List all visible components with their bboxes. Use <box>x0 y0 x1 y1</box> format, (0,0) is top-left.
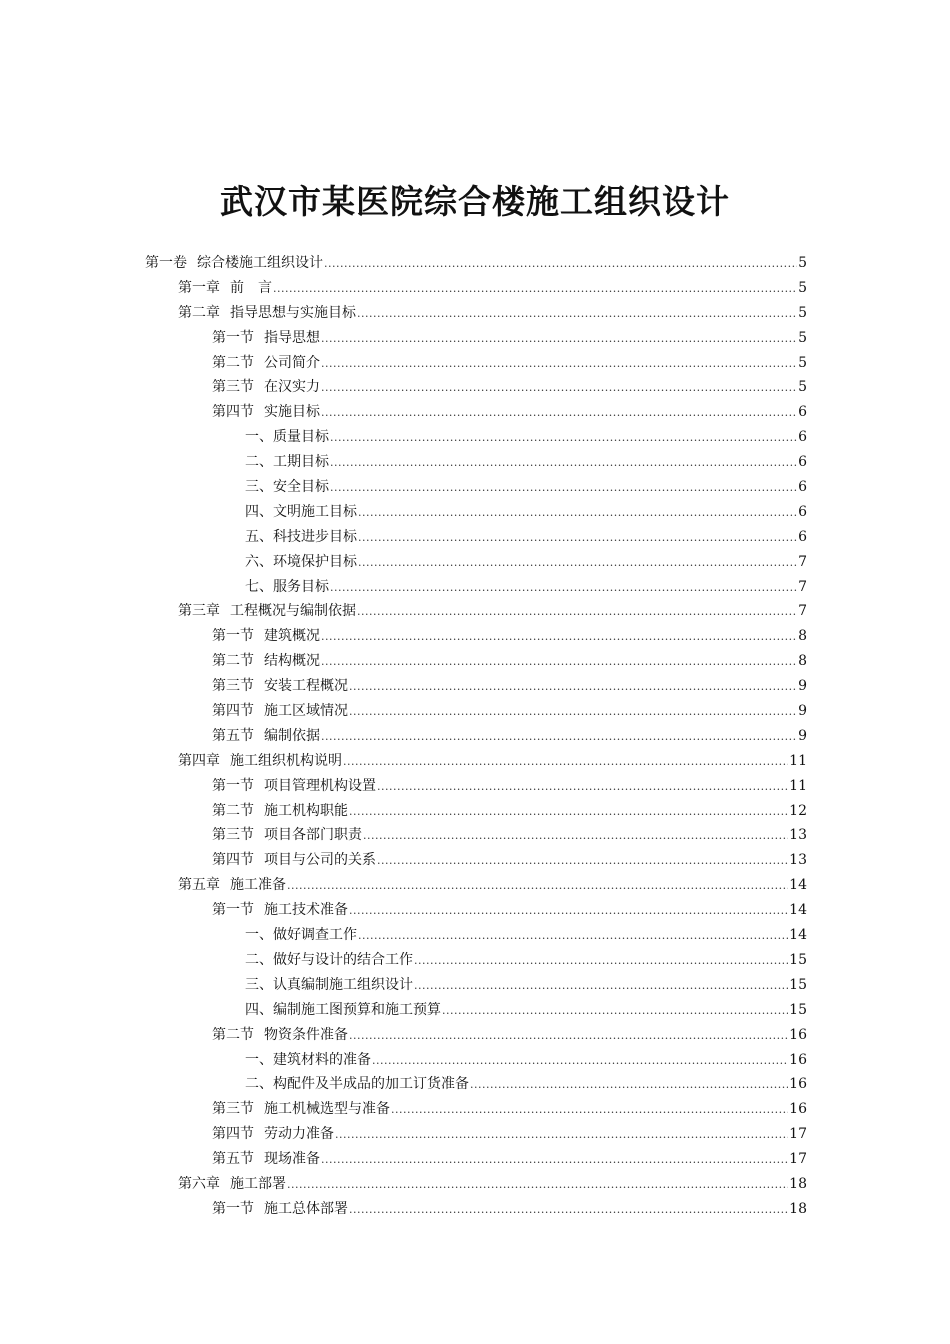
toc-entry-page-number: 16 <box>789 1101 807 1118</box>
toc-entry[interactable] <box>145 525 807 550</box>
toc-entry-number: 第三节 <box>212 379 254 396</box>
toc-entry-page-number: 9 <box>798 678 807 695</box>
toc-entry-page-number: 5 <box>798 279 807 296</box>
toc-entry-number: 第一节 <box>212 329 254 346</box>
toc-entry-number: 第一节 <box>212 902 254 919</box>
toc-entry-page-number: 18 <box>789 1200 807 1217</box>
toc-entry[interactable] <box>145 550 807 575</box>
toc-entry-title: 施工准备 <box>230 877 286 894</box>
toc-dot-leader <box>349 700 797 725</box>
toc-entry-number: 第四章 <box>178 752 220 769</box>
toc-entry[interactable] <box>145 873 807 898</box>
toc-entry-number: 第二节 <box>212 653 254 670</box>
toc-entry-number: 第二节 <box>212 802 254 819</box>
toc-entry[interactable] <box>145 351 807 376</box>
toc-dot-leader <box>343 750 788 775</box>
toc-entry-page-number: 6 <box>798 528 807 545</box>
toc-entry-number: 第五节 <box>212 1151 254 1168</box>
toc-entry-title: 项目各部门职责 <box>264 827 362 844</box>
toc-dot-leader <box>377 849 788 874</box>
document-title: 武汉市某医院综合楼施工组织设计 <box>220 182 730 221</box>
toc-entry-number: 二、 <box>245 951 273 968</box>
toc-entry-number: 第二节 <box>212 1026 254 1043</box>
toc-entry-title: 施工总体部署 <box>264 1200 348 1217</box>
toc-dot-leader <box>330 426 797 451</box>
toc-entry-number: 第四节 <box>212 852 254 869</box>
toc-dot-leader <box>324 252 797 277</box>
toc-entry-page-number: 6 <box>798 429 807 446</box>
toc-entry-title: 前 言 <box>230 279 272 296</box>
toc-entry-number: 七、 <box>245 578 273 595</box>
toc-dot-leader <box>321 625 797 650</box>
toc-entry-title: 综合楼施工组织设计 <box>197 255 323 271</box>
toc-entry-page-number: 5 <box>798 329 807 346</box>
toc-entry[interactable] <box>145 973 807 998</box>
toc-entry-title: 施工机构职能 <box>264 802 348 819</box>
toc-entry-page-number: 8 <box>798 628 807 645</box>
toc-entry[interactable] <box>145 251 807 276</box>
toc-entry[interactable] <box>145 450 807 475</box>
toc-dot-leader <box>363 824 788 849</box>
toc-entry[interactable] <box>145 749 807 774</box>
toc-entry-page-number: 9 <box>798 727 807 744</box>
toc-dot-leader <box>321 725 797 750</box>
toc-entry-page-number: 16 <box>789 1026 807 1043</box>
toc-entry-page-number: 5 <box>798 255 807 271</box>
toc-entry-title: 做好与设计的结合工作 <box>273 951 413 968</box>
toc-entry-title: 在汉实力 <box>264 379 320 396</box>
toc-entry[interactable] <box>145 774 807 799</box>
toc-entry-title: 文明施工目标 <box>273 503 357 520</box>
toc-dot-leader <box>358 551 797 576</box>
toc-dot-leader <box>349 1024 788 1049</box>
toc-entry-title: 安全目标 <box>273 479 329 496</box>
toc-entry-page-number: 6 <box>798 404 807 421</box>
toc-entry[interactable] <box>145 1197 807 1222</box>
toc-dot-leader <box>321 1148 788 1173</box>
toc-entry-number: 第六章 <box>178 1175 220 1192</box>
toc-dot-leader <box>335 1123 788 1148</box>
toc-entry-page-number: 14 <box>789 902 807 919</box>
toc-entry-page-number: 5 <box>798 304 807 321</box>
toc-entry-page-number: 8 <box>798 653 807 670</box>
toc-entry-title: 劳动力准备 <box>264 1126 334 1143</box>
toc-entry-page-number: 15 <box>789 951 807 968</box>
toc-entry-number: 第一卷 <box>145 255 187 271</box>
toc-entry-number: 一、 <box>245 1051 273 1068</box>
toc-entry-number: 第四节 <box>212 1126 254 1143</box>
toc-entry[interactable] <box>145 575 807 600</box>
toc-entry-page-number: 13 <box>789 852 807 869</box>
toc-entry[interactable] <box>145 276 807 301</box>
toc-entry-number: 第一节 <box>212 777 254 794</box>
toc-entry-title: 编制依据 <box>264 727 320 744</box>
toc-dot-leader <box>358 924 788 949</box>
toc-entry-title: 指导思想与实施目标 <box>230 304 356 321</box>
toc-entry-number: 第三节 <box>212 678 254 695</box>
toc-entry[interactable] <box>145 1122 807 1147</box>
toc-dot-leader <box>442 999 788 1024</box>
toc-entry[interactable] <box>145 425 807 450</box>
toc-entry-title: 物资条件准备 <box>264 1026 348 1043</box>
toc-entry-title: 项目与公司的关系 <box>264 852 376 869</box>
toc-entry-title: 服务目标 <box>273 578 329 595</box>
toc-dot-leader <box>321 376 797 401</box>
toc-entry-number: 三、 <box>245 479 273 496</box>
toc-entry[interactable] <box>145 1048 807 1073</box>
toc-entry-title: 现场准备 <box>264 1151 320 1168</box>
toc-entry-title: 构配件及半成品的加工订货准备 <box>273 1076 469 1093</box>
toc-entry[interactable] <box>145 998 807 1023</box>
toc-entry-page-number: 15 <box>789 976 807 993</box>
toc-entry-number: 一、 <box>245 927 273 944</box>
toc-entry-page-number: 6 <box>798 479 807 496</box>
toc-entry-title: 施工技术准备 <box>264 902 348 919</box>
toc-entry-title: 安装工程概况 <box>264 678 348 695</box>
toc-entry-number: 第二章 <box>178 304 220 321</box>
toc-dot-leader <box>330 476 797 501</box>
toc-entry[interactable] <box>145 923 807 948</box>
toc-entry-title: 公司简介 <box>264 354 320 371</box>
toc-entry[interactable] <box>145 624 807 649</box>
toc-entry-title: 工期目标 <box>273 454 329 471</box>
toc-entry-page-number: 5 <box>798 379 807 396</box>
toc-entry-number: 第三节 <box>212 1101 254 1118</box>
toc-entry-number: 二、 <box>245 1076 273 1093</box>
toc-entry-title: 科技进步目标 <box>273 528 357 545</box>
toc-entry-page-number: 17 <box>789 1151 807 1168</box>
toc-dot-leader <box>287 1173 788 1198</box>
toc-entry[interactable] <box>145 400 807 425</box>
toc-entry[interactable] <box>145 898 807 923</box>
toc-entry[interactable] <box>145 1147 807 1172</box>
toc-entry[interactable] <box>145 948 807 973</box>
toc-dot-leader <box>358 526 797 551</box>
toc-entry[interactable] <box>145 375 807 400</box>
toc-dot-leader <box>414 974 788 999</box>
toc-dot-leader <box>349 1198 788 1223</box>
toc-entry-number: 五、 <box>245 528 273 545</box>
toc-entry-page-number: 6 <box>798 454 807 471</box>
toc-dot-leader <box>372 1049 788 1074</box>
toc-dot-leader <box>357 302 797 327</box>
toc-entry[interactable] <box>145 475 807 500</box>
toc-entry-title: 施工区域情况 <box>264 703 348 720</box>
table-of-contents <box>145 251 807 1222</box>
toc-dot-leader <box>330 451 797 476</box>
toc-entry-page-number: 14 <box>789 877 807 894</box>
toc-entry-title: 施工机械选型与准备 <box>264 1101 390 1118</box>
toc-dot-leader <box>349 899 788 924</box>
toc-dot-leader <box>349 800 788 825</box>
toc-entry-title: 结构概况 <box>264 653 320 670</box>
toc-entry-number: 第一节 <box>212 628 254 645</box>
toc-entry-number: 第二节 <box>212 354 254 371</box>
toc-entry-number: 六、 <box>245 553 273 570</box>
toc-dot-leader <box>321 327 797 352</box>
toc-entry-page-number: 11 <box>789 777 807 794</box>
toc-entry-number: 二、 <box>245 454 273 471</box>
toc-dot-leader <box>273 277 797 302</box>
toc-entry[interactable] <box>145 799 807 824</box>
toc-entry-number: 三、 <box>245 976 273 993</box>
toc-entry-number: 第五章 <box>178 877 220 894</box>
toc-entry-title: 做好调查工作 <box>273 927 357 944</box>
toc-entry-page-number: 7 <box>798 553 807 570</box>
toc-entry-title: 施工部署 <box>230 1175 286 1192</box>
toc-entry[interactable] <box>145 724 807 749</box>
toc-entry-number: 第四节 <box>212 703 254 720</box>
toc-entry-page-number: 16 <box>789 1076 807 1093</box>
toc-entry[interactable] <box>145 1072 807 1097</box>
toc-entry-number: 第三章 <box>178 603 220 620</box>
toc-entry-number: 一、 <box>245 429 273 446</box>
toc-dot-leader <box>358 501 797 526</box>
toc-entry-title: 质量目标 <box>273 429 329 446</box>
toc-entry-page-number: 12 <box>789 802 807 819</box>
toc-entry[interactable] <box>145 599 807 624</box>
toc-entry-number: 第五节 <box>212 727 254 744</box>
toc-entry-page-number: 13 <box>789 827 807 844</box>
toc-entry-page-number: 15 <box>789 1001 807 1018</box>
toc-entry-number: 第三节 <box>212 827 254 844</box>
toc-entry-number: 四、 <box>245 1001 273 1018</box>
toc-entry[interactable] <box>145 500 807 525</box>
toc-entry[interactable] <box>145 674 807 699</box>
toc-entry-page-number: 11 <box>789 752 807 769</box>
toc-dot-leader <box>414 949 788 974</box>
toc-entry[interactable] <box>145 301 807 326</box>
toc-dot-leader <box>391 1098 788 1123</box>
toc-entry[interactable] <box>145 1097 807 1122</box>
toc-dot-leader <box>287 874 788 899</box>
toc-entry-number: 四、 <box>245 503 273 520</box>
toc-entry-number: 第一章 <box>178 279 220 296</box>
toc-entry-page-number: 7 <box>798 603 807 620</box>
toc-entry-title: 项目管理机构设置 <box>264 777 376 794</box>
toc-entry-title: 建筑材料的准备 <box>273 1051 371 1068</box>
toc-dot-leader <box>330 576 797 601</box>
toc-entry[interactable] <box>145 1172 807 1197</box>
toc-entry-page-number: 9 <box>798 703 807 720</box>
toc-entry[interactable] <box>145 649 807 674</box>
toc-dot-leader <box>377 775 788 800</box>
toc-entry-page-number: 17 <box>789 1126 807 1143</box>
toc-dot-leader <box>321 401 797 426</box>
toc-entry-title: 实施目标 <box>264 404 320 421</box>
toc-entry[interactable] <box>145 823 807 848</box>
toc-entry[interactable] <box>145 1023 807 1048</box>
toc-entry-title: 环境保护目标 <box>273 553 357 570</box>
toc-entry-page-number: 14 <box>789 927 807 944</box>
toc-entry[interactable] <box>145 699 807 724</box>
toc-entry-page-number: 7 <box>798 578 807 595</box>
toc-entry-title: 工程概况与编制依据 <box>230 603 356 620</box>
toc-entry[interactable] <box>145 326 807 351</box>
toc-entry-page-number: 6 <box>798 503 807 520</box>
toc-entry-page-number: 5 <box>798 354 807 371</box>
toc-entry-number: 第四节 <box>212 404 254 421</box>
toc-dot-leader <box>321 650 797 675</box>
toc-dot-leader <box>349 675 797 700</box>
toc-entry-page-number: 16 <box>789 1051 807 1068</box>
toc-dot-leader <box>357 600 797 625</box>
toc-entry-title: 认真编制施工组织设计 <box>273 976 413 993</box>
toc-entry-title: 指导思想 <box>264 329 320 346</box>
toc-entry-title: 建筑概况 <box>264 628 320 645</box>
toc-dot-leader <box>470 1073 788 1098</box>
toc-entry-title: 编制施工图预算和施工预算 <box>273 1001 441 1018</box>
toc-entry-number: 第一节 <box>212 1200 254 1217</box>
toc-dot-leader <box>321 352 797 377</box>
toc-entry-title: 施工组织机构说明 <box>230 752 342 769</box>
toc-entry-page-number: 18 <box>789 1175 807 1192</box>
toc-entry[interactable] <box>145 848 807 873</box>
